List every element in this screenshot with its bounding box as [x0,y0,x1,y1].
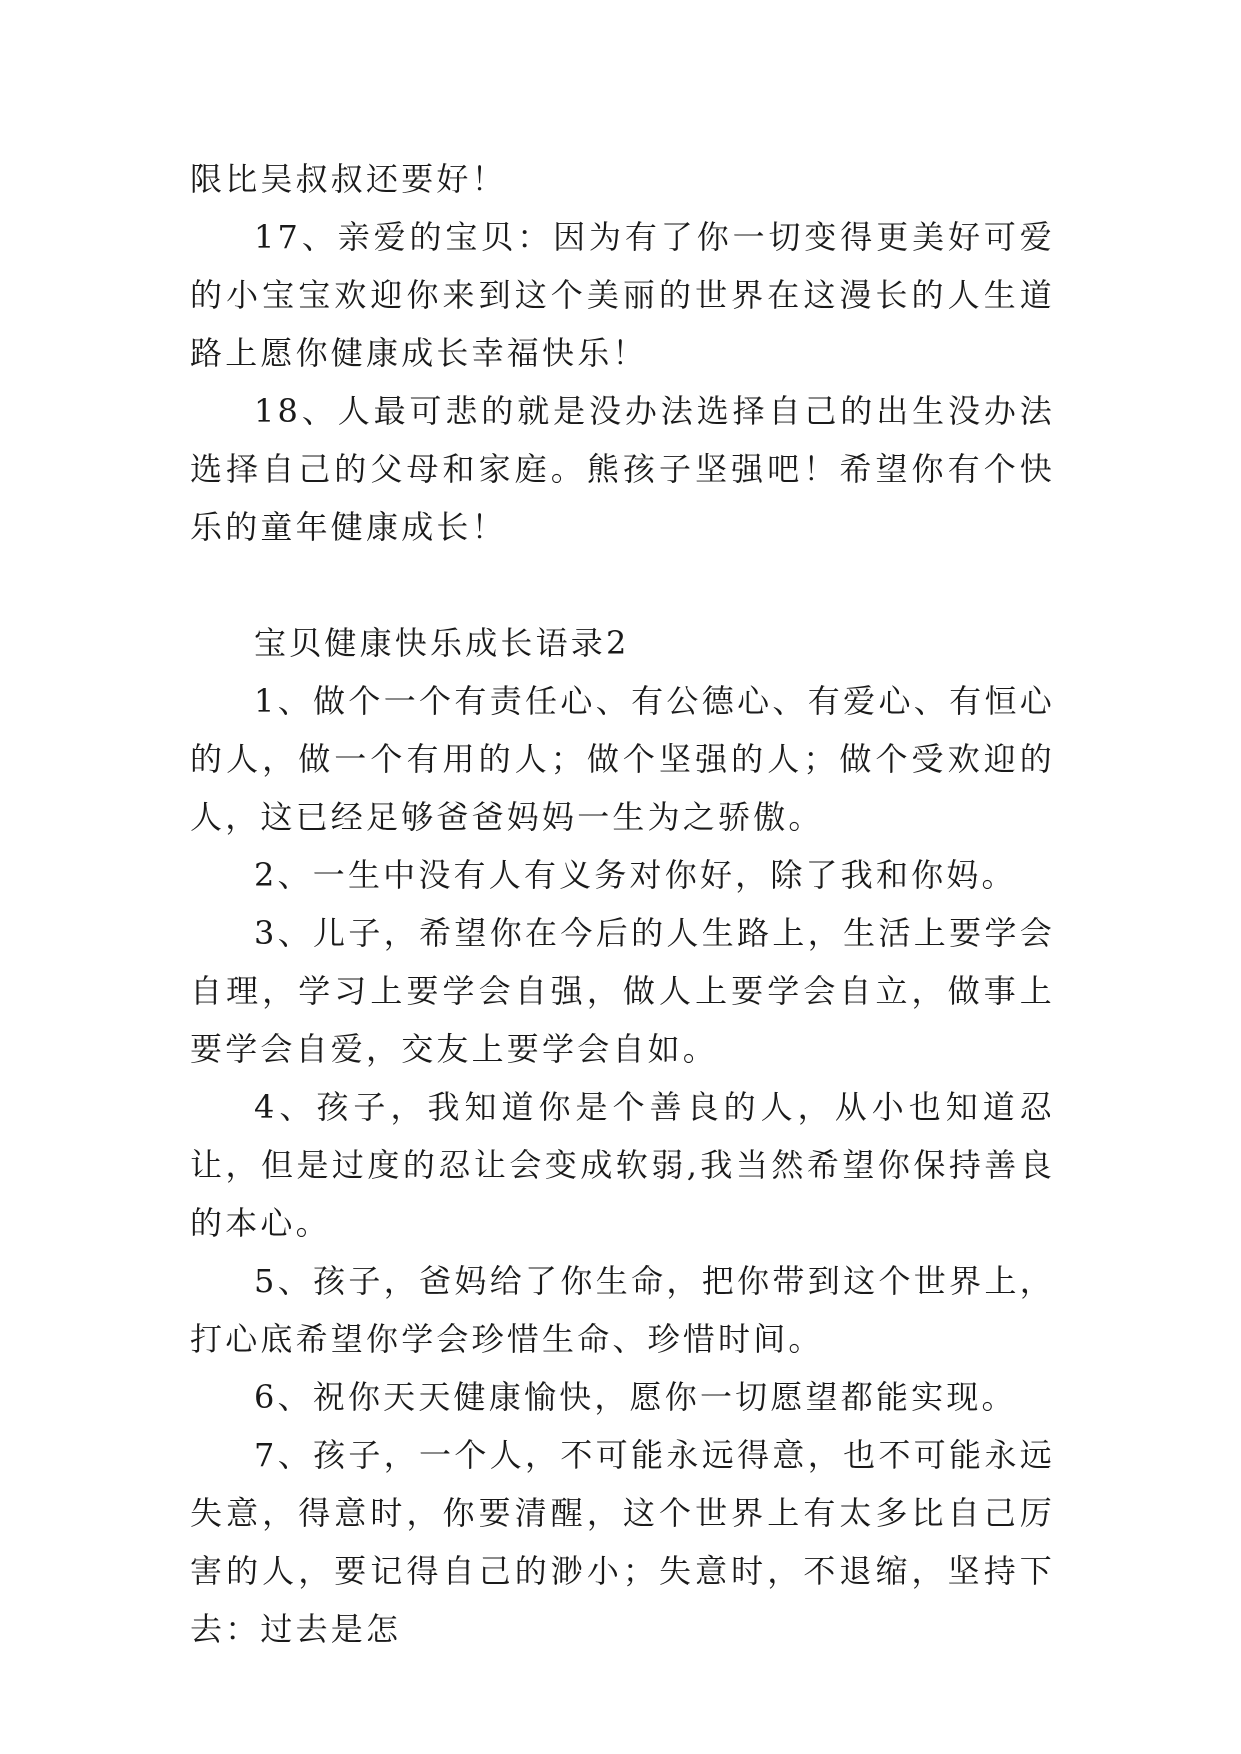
paragraph-continuation: 限比吴叔叔还要好！ [190,160,507,198]
section-spacer [190,556,1055,614]
paragraph-item-2: 2、一生中没有人有义务对你好，除了我和你妈。 [254,856,1017,894]
paragraph-item-5: 5、孩子，爸妈给了你生命，把你带到这个世界上，打心底希望你学会珍惜生命、珍惜时间。 [190,1262,1055,1358]
paragraph-item-1: 1、做个一个有责任心、有公德心、有爱心、有恒心的人，做一个有用的人；做个坚强的人；做个受欢迎的人，这已经足够爸爸妈妈一生为之骄傲。 [190,682,1055,836]
paragraph-item-3: 3、儿子，希望你在今后的人生路上，生活上要学会自理，学习上要学会自强，做人上要学会自立，做事上要学会自爱，交友上要学会自如。 [190,914,1055,1068]
paragraph-item-17: 17、亲爱的宝贝：因为有了你一切变得更美好可爱的小宝宝欢迎你来到这个美丽的世界在这漫长的人生道路上愿你健康成长幸福快乐！ [190,218,1055,372]
paragraph-item-4: 4、孩子，我知道你是个善良的人，从小也知道忍让，但是过度的忍让会变成软弱,我当然希望你保持善良的本心。 [190,1088,1055,1242]
paragraph-item-7: 7、孩子，一个人，不可能永远得意，也不可能永远失意，得意时，你要清醒，这个世界上有太多比自己厉害的人，要记得自己的渺小；失意时，不退缩，坚持下去：过去是怎 [190,1436,1055,1648]
paragraph-item-18: 18、人最可悲的就是没办法选择自己的出生没办法选择自己的父母和家庭。熊孩子坚强吧！希望你有个快乐的童年健康成长！ [190,392,1055,546]
document-body [190,150,1055,1658]
paragraph-item-6: 6、祝你天天健康愉快，愿你一切愿望都能实现。 [254,1378,1017,1416]
section-heading: 宝贝健康快乐成长语录2 [254,624,630,662]
